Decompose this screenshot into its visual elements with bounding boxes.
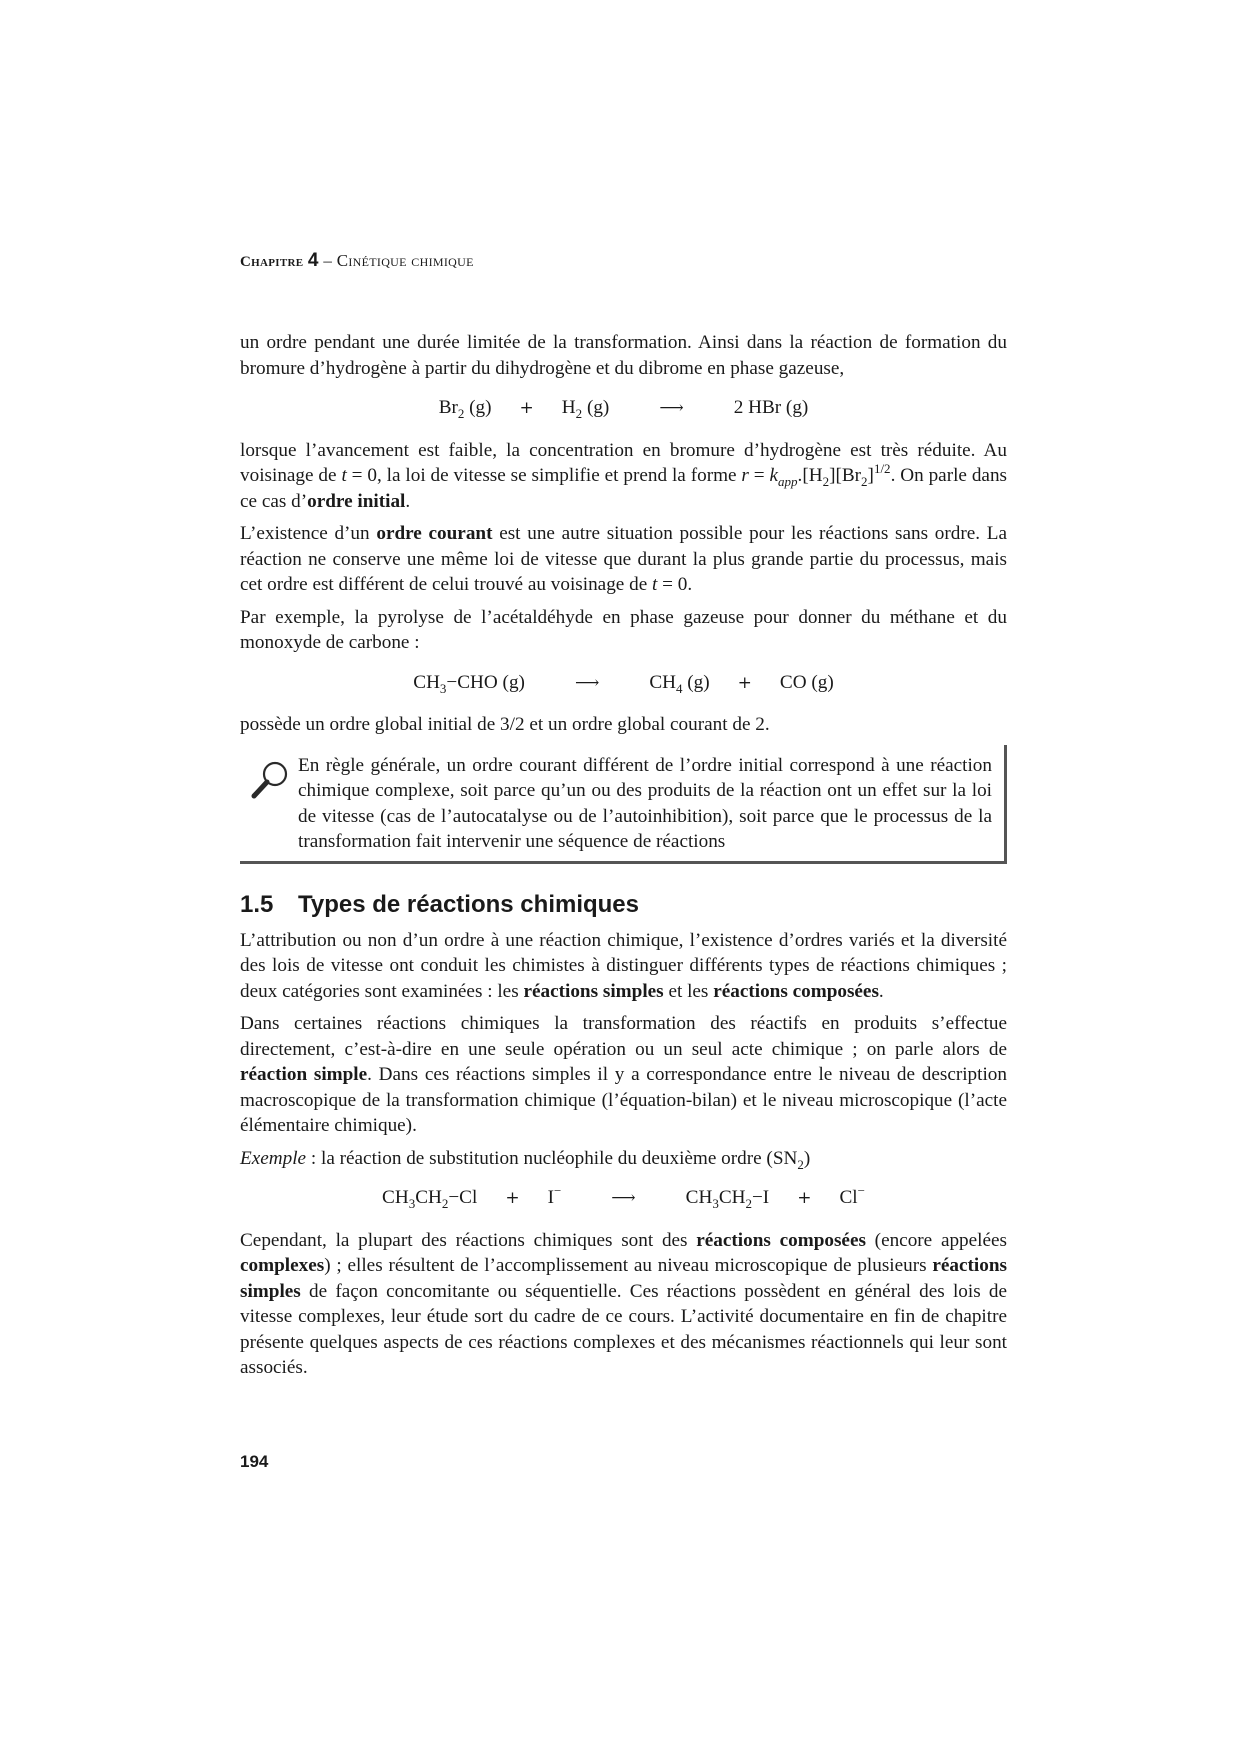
header-separator: – xyxy=(323,251,333,270)
paragraph-9: Cependant, la plupart des réactions chimiques sont des réactions composées (encore appelées complexes) ; elles résultent de l’accomplissement au niveau microscopique de plusieurs réactions simples de façon concomitante ou séquentielle. Ces réactions possèdent en général des lois de vitesse complexes, leur étude sort du cadre de ce cours. L’activité documentaire en fin de chapitre présente quelques aspects de ces réactions complexes et des mécanismes réactionnels qui leur sont associés. xyxy=(240,1229,1007,1378)
paragraph-8: Exemple : la réaction de substitution nucléophile du deuxième ordre $(SN_2)$ xyxy=(240,1147,811,1172)
equation-hbr xyxy=(240,395,1007,422)
eq3-arrow: ⟶ xyxy=(611,1188,636,1208)
eq3-reactant-1: $CH_3CH_2-Cl$ xyxy=(382,1187,478,1211)
remark-text: En règle générale, un ordre courant différent de l’ordre initial correspond à une réaction chimique complexe, soit parce qu’un ou des produits de la réaction ont un effet sur la loi de vitesse (cas de l’autocatalyse ou de l’autoinhibition), soit parce que le processus de la transformation fait intervenir une séquence de réactions xyxy=(298,754,992,852)
eq2-product-1: $CH_4$ (g) xyxy=(649,671,710,696)
eq2-reactant: $CH_3-CHO$ (g) xyxy=(413,671,525,696)
paragraph-4: Par exemple, la pyrolyse de l’acétaldéhyde en phase gazeuse pour donner du méthane et du monoxyde de carbone : xyxy=(240,606,1007,653)
eq3-reactant-2: I− xyxy=(547,1183,562,1208)
eq3-plus-2: + xyxy=(797,1188,812,1208)
page-number: 194 xyxy=(240,1452,269,1471)
paragraph-3: L’existence d’un ordre courant est une autre situation possible pour les réactions sans ordre. La réaction ne conserve une même loi de vitesse que durant la plus grande partie du processus, mais cet ordre est différent de celui trouvé au voisinage de t = 0. xyxy=(240,523,1008,595)
eq2-plus: + xyxy=(737,672,752,693)
equation-sn2 xyxy=(240,1185,1007,1212)
chapter-title: Cinétique chimique xyxy=(336,251,474,270)
eq2-product-2: CO (g) xyxy=(779,671,834,693)
paragraph-7: Dans certaines réactions chimiques la transformation des réactifs en produits s’effectue directement, c’est-à-dire en une seule opération ou un seul acte chimique ; on parle alors de réaction simple. Dans ces réactions simples il y a correspondance entre le niveau de description macroscopique de la transformation chimique (l’équation-bilan) et le niveau microscopique (l’acte élémentaire chimique). xyxy=(240,1013,1007,1136)
section-title: Types de réactions chimiques xyxy=(298,890,640,918)
section-heading xyxy=(240,890,1007,920)
running-header xyxy=(240,250,474,272)
eq3-product-2: Cl− xyxy=(839,1183,865,1208)
eq1-plus: + xyxy=(519,398,534,418)
eq1-reactant-2: $H_2$ (g) xyxy=(561,397,610,421)
eq3-product-1: $CH_3CH_2-I$ xyxy=(685,1187,770,1211)
equation-acetaldehyde xyxy=(240,670,1007,697)
eq1-arrow: ⟶ xyxy=(659,398,684,418)
section-number: 1.5 xyxy=(240,890,274,918)
paragraph-5: possède un ordre global initial de 3/2 et un ordre global courant de 2. xyxy=(240,714,770,735)
body-column xyxy=(240,330,1007,1388)
chapter-word: Chapitre xyxy=(240,254,304,270)
magnifier-icon xyxy=(250,759,292,801)
chapter-number: 4 xyxy=(307,250,319,271)
paragraph-1: un ordre pendant une durée limitée de la transformation. Ainsi dans la réaction de formation du bromure d’hydrogène à partir du dihydrogène et du dibrome en phase gazeuse, xyxy=(240,332,1007,379)
paragraph-6: L’attribution ou non d’un ordre à une réaction chimique, l’existence d’ordres variés et la diversité des lois de vitesse ont conduit les chimistes à distinguer différents types de réactions chimiques ; deux catégories sont examinées : les réactions simples et les réactions composées. xyxy=(240,929,1007,1002)
term-ordre-courant: ordre courant xyxy=(376,523,493,544)
paragraph-2: lorsque l’avancement est faible, la concentration en bromure d’hydrogène est très réduite. Au voisinage de t = 0, la loi de vitesse se simplifie et prend la forme $r = k_{app}.[H_2][Br_2]^{1/2}$. On parle dans ce cas d’ordre initial. xyxy=(240,439,1008,512)
term-ordre-initial: ordre initial xyxy=(307,490,406,512)
eq2-arrow: ⟶ xyxy=(574,672,600,693)
eq1-reactant-1: $Br_2$ (g) xyxy=(438,397,492,421)
eq3-plus-1: + xyxy=(505,1188,520,1208)
eq1-product: 2 HBr (g) xyxy=(733,397,809,418)
remark-box xyxy=(240,745,1007,864)
